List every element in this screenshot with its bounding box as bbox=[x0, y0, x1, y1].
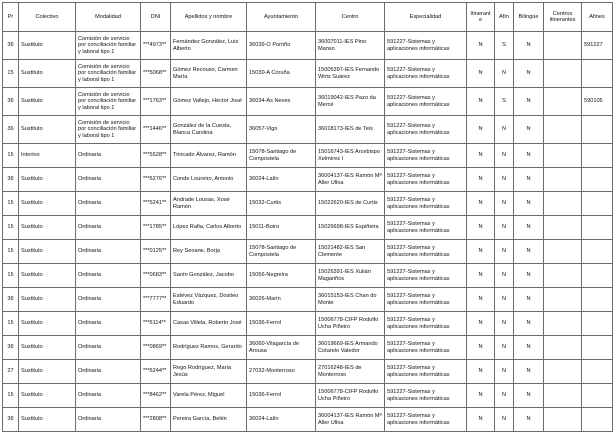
cell-centros-itinerantes bbox=[544, 264, 582, 288]
cell-ayuntamiento: 36060-Vilagarcía de Arousa bbox=[247, 336, 316, 360]
cell-especialidad: 591227-Sistemas y aplicaciones informáticas bbox=[385, 288, 467, 312]
table-row bbox=[3, 264, 613, 288]
cell-afines bbox=[582, 288, 613, 312]
table-row bbox=[3, 408, 613, 432]
cell-ayuntamiento: 36026-Marín bbox=[247, 288, 316, 312]
cell-afin: N bbox=[495, 264, 514, 288]
cell-dni: ***4973** bbox=[141, 32, 171, 60]
cell-centros-itinerantes bbox=[544, 116, 582, 144]
cell-apellidos-nombre: González de la Cuesta, Blanca Carolina bbox=[171, 116, 247, 144]
cell-afines: 590105 bbox=[582, 88, 613, 116]
cell-centros-itinerantes bbox=[544, 360, 582, 384]
table-row bbox=[3, 144, 613, 168]
table-row bbox=[3, 60, 613, 88]
cell-afines bbox=[582, 336, 613, 360]
cell-apellidos-nombre: López Rafia, Carlos Alberto bbox=[171, 216, 247, 240]
cell-apellidos-nombre: Gómez Recouso, Carmen María bbox=[171, 60, 247, 88]
cell-ayuntamiento: 36024-Lalín bbox=[247, 168, 316, 192]
cell-afines bbox=[582, 408, 613, 432]
cell-afines bbox=[582, 60, 613, 88]
cell-especialidad: 591227-Sistemas y aplicaciones informáticas bbox=[385, 216, 467, 240]
cell-itinerante: N bbox=[467, 240, 495, 264]
cell-especialidad: 591227-Sistemas y aplicaciones informáticas bbox=[385, 88, 467, 116]
cell-pr: 15 bbox=[3, 312, 19, 336]
cell-afin: N bbox=[495, 116, 514, 144]
cell-pr: 36 bbox=[3, 408, 19, 432]
cell-afines bbox=[582, 192, 613, 216]
cell-afin: N bbox=[495, 192, 514, 216]
header-colectivo: Colectivo bbox=[19, 3, 76, 32]
cell-bilingue: N bbox=[514, 168, 544, 192]
header-bilingue: Bilingüe bbox=[514, 3, 544, 32]
cell-especialidad: 591227-Sistemas y aplicaciones informáticas bbox=[385, 336, 467, 360]
cell-afin: N bbox=[495, 360, 514, 384]
cell-centro: 36019042-IES Pazo da Mercé bbox=[316, 88, 385, 116]
cell-afines bbox=[582, 240, 613, 264]
table-row bbox=[3, 192, 613, 216]
cell-colectivo: Sustituto bbox=[19, 32, 76, 60]
cell-modalidad: Ordinaria bbox=[76, 336, 141, 360]
cell-centro: 36019669-IES Armando Cotarelo Valedor bbox=[316, 336, 385, 360]
cell-afin: N bbox=[495, 288, 514, 312]
cell-especialidad: 591227-Sistemas y aplicaciones informáticas bbox=[385, 32, 467, 60]
cell-pr: 36 bbox=[3, 336, 19, 360]
cell-dni: ***1446** bbox=[141, 116, 171, 144]
cell-afin: N bbox=[495, 408, 514, 432]
cell-modalidad: Ordinaria bbox=[76, 240, 141, 264]
cell-colectivo: Sustituto bbox=[19, 384, 76, 408]
header-centros-itinerantes: Centros itinerantes bbox=[544, 3, 582, 32]
cell-itinerante: N bbox=[467, 216, 495, 240]
cell-centros-itinerantes bbox=[544, 336, 582, 360]
cell-modalidad: Ordinaria bbox=[76, 216, 141, 240]
cell-pr: 15 bbox=[3, 192, 19, 216]
cell-modalidad: Comisión de servicio por conciliación familiar y laboral tipo 1 bbox=[76, 32, 141, 60]
cell-dni: ***1763** bbox=[141, 88, 171, 116]
cell-bilingue: N bbox=[514, 408, 544, 432]
header-afines: Afines bbox=[582, 3, 613, 32]
cell-dni: ***5528** bbox=[141, 144, 171, 168]
cell-modalidad: Ordinaria bbox=[76, 384, 141, 408]
cell-afines bbox=[582, 384, 613, 408]
cell-afines bbox=[582, 312, 613, 336]
cell-dni: ***1785** bbox=[141, 216, 171, 240]
cell-afines bbox=[582, 144, 613, 168]
cell-apellidos-nombre: Gómez Vallejo, Héctor José bbox=[171, 88, 247, 116]
cell-colectivo: Sustituto bbox=[19, 312, 76, 336]
cell-itinerante: N bbox=[467, 32, 495, 60]
cell-centros-itinerantes bbox=[544, 88, 582, 116]
table-row bbox=[3, 336, 613, 360]
header-row bbox=[3, 3, 613, 32]
table-row bbox=[3, 360, 613, 384]
cell-centro: 36004137-IES Ramón Mª Aller Ulloa bbox=[316, 408, 385, 432]
cell-apellidos-nombre: Estévez Vázquez, Dositeo Eduardo bbox=[171, 288, 247, 312]
cell-itinerante: N bbox=[467, 60, 495, 88]
cell-afines bbox=[582, 360, 613, 384]
cell-afin: N bbox=[495, 60, 514, 88]
header-especialidad: Especialidad bbox=[385, 3, 467, 32]
cell-ayuntamiento: 15030-A Coruña bbox=[247, 60, 316, 88]
cell-itinerante: N bbox=[467, 144, 495, 168]
table-row bbox=[3, 312, 613, 336]
cell-colectivo: Sustituto bbox=[19, 60, 76, 88]
cell-bilingue: N bbox=[514, 240, 544, 264]
cell-modalidad: Ordinaria bbox=[76, 264, 141, 288]
cell-afin: S bbox=[495, 88, 514, 116]
cell-afin: N bbox=[495, 144, 514, 168]
cell-itinerante: N bbox=[467, 384, 495, 408]
cell-centro: 15026698-IES Espiñeira bbox=[316, 216, 385, 240]
cell-itinerante: N bbox=[467, 88, 495, 116]
cell-centro: 36004137-IES Ramón Mª Aller Ulloa bbox=[316, 168, 385, 192]
cell-centros-itinerantes bbox=[544, 32, 582, 60]
header-ayuntamiento: Ayuntamiento bbox=[247, 3, 316, 32]
cell-ayuntamiento: 15032-Curtis bbox=[247, 192, 316, 216]
cell-afin: N bbox=[495, 384, 514, 408]
cell-colectivo: Sustituto bbox=[19, 88, 76, 116]
cell-ayuntamiento: 15056-Negreira bbox=[247, 264, 316, 288]
cell-pr: 36 bbox=[3, 288, 19, 312]
cell-colectivo: Sustituto bbox=[19, 336, 76, 360]
table-row bbox=[3, 168, 613, 192]
cell-colectivo: Sustituto bbox=[19, 288, 76, 312]
cell-centros-itinerantes bbox=[544, 312, 582, 336]
cell-especialidad: 591227-Sistemas y aplicaciones informáticas bbox=[385, 116, 467, 144]
cell-dni: ***2808** bbox=[141, 408, 171, 432]
cell-centros-itinerantes bbox=[544, 168, 582, 192]
cell-itinerante: N bbox=[467, 360, 495, 384]
cell-afines bbox=[582, 264, 613, 288]
cell-dni: ***8462** bbox=[141, 384, 171, 408]
cell-modalidad: Ordinaria bbox=[76, 360, 141, 384]
table-row bbox=[3, 88, 613, 116]
cell-apellidos-nombre: Casas Villela, Roberto José bbox=[171, 312, 247, 336]
cell-bilingue: N bbox=[514, 384, 544, 408]
cell-apellidos-nombre: Rey Seoane, Borja bbox=[171, 240, 247, 264]
cell-bilingue: N bbox=[514, 312, 544, 336]
table-row bbox=[3, 384, 613, 408]
cell-especialidad: 591227-Sistemas y aplicaciones informáticas bbox=[385, 192, 467, 216]
cell-centros-itinerantes bbox=[544, 384, 582, 408]
cell-ayuntamiento: 36034-As Neves bbox=[247, 88, 316, 116]
cell-itinerante: N bbox=[467, 116, 495, 144]
cell-colectivo: Sustituto bbox=[19, 408, 76, 432]
cell-ayuntamiento: 15036-Ferrol bbox=[247, 384, 316, 408]
cell-apellidos-nombre: Fernández González, Luis Alberto bbox=[171, 32, 247, 60]
cell-centro: 15005397-IES Fernando Wirtz Suárez bbox=[316, 60, 385, 88]
cell-ayuntamiento: 36024-Lalín bbox=[247, 408, 316, 432]
cell-itinerante: N bbox=[467, 312, 495, 336]
table-row bbox=[3, 240, 613, 264]
cell-apellidos-nombre: Andrade Lousas, Xosé Ramón bbox=[171, 192, 247, 216]
cell-pr: 36 bbox=[3, 32, 19, 60]
cell-bilingue: N bbox=[514, 264, 544, 288]
cell-especialidad: 591227-Sistemas y aplicaciones informáticas bbox=[385, 240, 467, 264]
cell-itinerante: N bbox=[467, 288, 495, 312]
cell-dni: ***6244** bbox=[141, 360, 171, 384]
cell-afin: N bbox=[495, 168, 514, 192]
cell-apellidos-nombre: Pereira García, Belén bbox=[171, 408, 247, 432]
header-dni: DNI bbox=[141, 3, 171, 32]
table-body bbox=[3, 32, 613, 432]
cell-afin: N bbox=[495, 240, 514, 264]
cell-ayuntamiento: 15036-Ferrol bbox=[247, 312, 316, 336]
cell-afines: 591227 bbox=[582, 32, 613, 60]
cell-bilingue: N bbox=[514, 116, 544, 144]
cell-dni: ***7777** bbox=[141, 288, 171, 312]
cell-colectivo: Sustituto bbox=[19, 360, 76, 384]
cell-especialidad: 591227-Sistemas y aplicaciones informáticas bbox=[385, 360, 467, 384]
cell-itinerante: N bbox=[467, 168, 495, 192]
cell-bilingue: N bbox=[514, 360, 544, 384]
cell-colectivo: Sustituto bbox=[19, 168, 76, 192]
cell-centros-itinerantes bbox=[544, 216, 582, 240]
cell-pr: 15 bbox=[3, 216, 19, 240]
cell-centros-itinerantes bbox=[544, 60, 582, 88]
cell-modalidad: Ordinaria bbox=[76, 408, 141, 432]
cell-afin: S bbox=[495, 32, 514, 60]
cell-apellidos-nombre: Trincado Álvarez, Ramón bbox=[171, 144, 247, 168]
cell-apellidos-nombre: Conde Loureiro, Antonio bbox=[171, 168, 247, 192]
cell-centro: 36018173-IES de Teis bbox=[316, 116, 385, 144]
cell-apellidos-nombre: Rego Rodríguez, María Jesús bbox=[171, 360, 247, 384]
cell-dni: ***6276** bbox=[141, 168, 171, 192]
cell-itinerante: N bbox=[467, 264, 495, 288]
cell-colectivo: Interino bbox=[19, 144, 76, 168]
cell-colectivo: Sustituto bbox=[19, 240, 76, 264]
cell-ayuntamiento: 27032-Monterroso bbox=[247, 360, 316, 384]
cell-modalidad: Ordinaria bbox=[76, 312, 141, 336]
cell-pr: 15 bbox=[3, 384, 19, 408]
cell-colectivo: Sustituto bbox=[19, 192, 76, 216]
cell-centro: 15026391-IES Xulián Magariños bbox=[316, 264, 385, 288]
cell-ayuntamiento: 15078-Santiago de Compostela bbox=[247, 240, 316, 264]
header-afin: Afín bbox=[495, 3, 514, 32]
cell-modalidad: Ordinaria bbox=[76, 192, 141, 216]
cell-apellidos-nombre: Sanín González, Jacobo bbox=[171, 264, 247, 288]
cell-afin: N bbox=[495, 216, 514, 240]
cell-bilingue: N bbox=[514, 216, 544, 240]
table-row bbox=[3, 32, 613, 60]
cell-centro: 36007011-IES Pino Manso bbox=[316, 32, 385, 60]
cell-colectivo: Sustituto bbox=[19, 216, 76, 240]
cell-centros-itinerantes bbox=[544, 240, 582, 264]
cell-centros-itinerantes bbox=[544, 192, 582, 216]
cell-afin: N bbox=[495, 336, 514, 360]
header-modalidad: Modalidad bbox=[76, 3, 141, 32]
cell-bilingue: N bbox=[514, 192, 544, 216]
cell-bilingue: N bbox=[514, 144, 544, 168]
cell-itinerante: N bbox=[467, 192, 495, 216]
cell-modalidad: Ordinaria bbox=[76, 144, 141, 168]
cell-itinerante: N bbox=[467, 408, 495, 432]
header-centro: Centro bbox=[316, 3, 385, 32]
cell-pr: 27 bbox=[3, 360, 19, 384]
cell-bilingue: N bbox=[514, 288, 544, 312]
cell-especialidad: 591227-Sistemas y aplicaciones informáticas bbox=[385, 384, 467, 408]
cell-modalidad: Ordinaria bbox=[76, 168, 141, 192]
cell-dni: ***0869** bbox=[141, 336, 171, 360]
cell-ayuntamiento: 36057-Vigo bbox=[247, 116, 316, 144]
table-row bbox=[3, 216, 613, 240]
cell-colectivo: Sustituto bbox=[19, 116, 76, 144]
cell-especialidad: 591227-Sistemas y aplicaciones informáticas bbox=[385, 312, 467, 336]
header-itinerante: Itinerante bbox=[467, 3, 495, 32]
cell-bilingue: N bbox=[514, 60, 544, 88]
cell-centros-itinerantes bbox=[544, 144, 582, 168]
cell-itinerante: N bbox=[467, 336, 495, 360]
cell-pr: 15 bbox=[3, 240, 19, 264]
cell-ayuntamiento: 36039-O Porriño bbox=[247, 32, 316, 60]
cell-centro: 15016743-IES Arcebispo Xelmírez I bbox=[316, 144, 385, 168]
cell-especialidad: 591227-Sistemas y aplicaciones informáticas bbox=[385, 168, 467, 192]
cell-centros-itinerantes bbox=[544, 408, 582, 432]
cell-dni: ***5241** bbox=[141, 192, 171, 216]
cell-apellidos-nombre: Varela Pérez, Miguel bbox=[171, 384, 247, 408]
cell-bilingue: N bbox=[514, 88, 544, 116]
table-row bbox=[3, 116, 613, 144]
cell-afines bbox=[582, 168, 613, 192]
cell-centro: 27016248-IES de Monterroso bbox=[316, 360, 385, 384]
cell-dni: ***0683** bbox=[141, 264, 171, 288]
cell-dni: ***0125** bbox=[141, 240, 171, 264]
cell-dni: ***6114** bbox=[141, 312, 171, 336]
cell-afines bbox=[582, 116, 613, 144]
table-row bbox=[3, 288, 613, 312]
cell-centro: 15022620-IES de Curtis bbox=[316, 192, 385, 216]
cell-colectivo: Sustituto bbox=[19, 264, 76, 288]
cell-bilingue: N bbox=[514, 32, 544, 60]
cell-centro: 15021482-IES San Clemente bbox=[316, 240, 385, 264]
cell-afin: N bbox=[495, 312, 514, 336]
cell-centro: 15006778-CIFP Rodolfo Ucha Piñeiro bbox=[316, 312, 385, 336]
cell-modalidad: Comisión de servicio por conciliación familiar y laboral tipo 1 bbox=[76, 60, 141, 88]
cell-ayuntamiento: 15011-Boiro bbox=[247, 216, 316, 240]
assignments-table bbox=[2, 2, 613, 432]
cell-pr: 15 bbox=[3, 144, 19, 168]
cell-especialidad: 591227-Sistemas y aplicaciones informáticas bbox=[385, 264, 467, 288]
cell-ayuntamiento: 15078-Santiago de Compostela bbox=[247, 144, 316, 168]
cell-modalidad: Comisión de servicio por conciliación familiar y laboral tipo 1 bbox=[76, 88, 141, 116]
header-apellidos-nombre: Apellidos y nombre bbox=[171, 3, 247, 32]
cell-especialidad: 591227-Sistemas y aplicaciones informáticas bbox=[385, 60, 467, 88]
document-page bbox=[2, 2, 612, 432]
cell-modalidad: Ordinaria bbox=[76, 288, 141, 312]
cell-modalidad: Comisión de servicio por conciliación familiar y laboral tipo 1 bbox=[76, 116, 141, 144]
cell-bilingue: N bbox=[514, 336, 544, 360]
cell-pr: 36 bbox=[3, 116, 19, 144]
cell-pr: 15 bbox=[3, 264, 19, 288]
cell-dni: ***5068** bbox=[141, 60, 171, 88]
cell-especialidad: 591227-Sistemas y aplicaciones informáticas bbox=[385, 144, 467, 168]
cell-centro: 15006778-CIFP Rodolfo Ucha Piñeiro bbox=[316, 384, 385, 408]
cell-pr: 15 bbox=[3, 60, 19, 88]
cell-centro: 36015153-IES Chan do Monte bbox=[316, 288, 385, 312]
header-pr: Pr bbox=[3, 3, 19, 32]
cell-pr: 36 bbox=[3, 88, 19, 116]
cell-afines bbox=[582, 216, 613, 240]
cell-centros-itinerantes bbox=[544, 288, 582, 312]
cell-especialidad: 591227-Sistemas y aplicaciones informáticas bbox=[385, 408, 467, 432]
cell-apellidos-nombre: Rodríguez Ramos, Gerardo bbox=[171, 336, 247, 360]
cell-pr: 36 bbox=[3, 168, 19, 192]
